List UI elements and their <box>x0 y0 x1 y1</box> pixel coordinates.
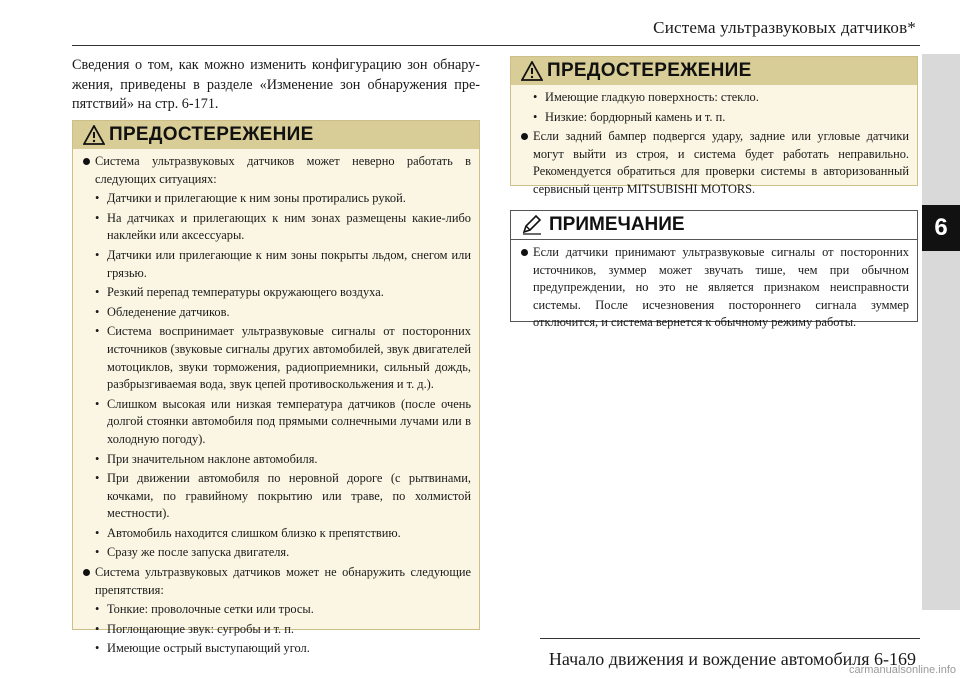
header-rule <box>72 45 920 46</box>
warning-box-left <box>72 120 480 656</box>
list-item: Система ультразвуковых датчиков может не обнаружить следующие препятствия: <box>81 564 471 599</box>
list-item: • Низкие: бордюрный камень и т. п. <box>519 109 909 127</box>
list-item: • Имеющие гладкую поверхность: стекло. <box>519 89 909 107</box>
list-item: • Поглощающие звук: сугробы и т. п. <box>81 621 471 639</box>
list-item: Если датчики принимают ультразвуковые сигналы от посторонних источников, зуммер может звучать тише, чем при обычном предупреждении, но это не является признаком неисправности системы. После исчезновения постороннего сигнала зуммер отключится, и система вернется к обычному режиму работы. <box>519 244 909 332</box>
side-tab <box>922 54 960 610</box>
warning-body <box>73 149 479 664</box>
warning-body <box>511 85 917 205</box>
chapter-number: 6 <box>922 205 960 251</box>
warning-box-right <box>510 56 918 196</box>
list-item: • При значительном наклоне автомобиля. <box>81 451 471 469</box>
intro-paragraph: Сведения о том, как можно изменить конфигурацию зон обнару-жения, приведены в разделе «Изменение зон обнаружения пре-пятствий» на стр. 6-171. <box>72 57 480 112</box>
warning-triangle-icon <box>83 125 105 145</box>
list-item: • Система воспринимает ультразвуковые сигналы от посторонних источников (звуковые сигналы других автомобилей, звук двигателей мотоциклов, звуки торможения, радиоприемники, сильный дождь, разбрызгиваемая вода, звук цепей противоскольжения и т. д.). <box>81 323 471 393</box>
list-item: • На датчиках и прилегающих к ним зонах размещены какие-либо наклейки или аксессуары. <box>81 210 471 245</box>
footer-title: Начало движения и вождение автомобиля 6-169 <box>548 649 916 669</box>
warning-header <box>511 57 917 85</box>
note-body <box>511 240 917 338</box>
list-item: Если задний бампер подвергся удару, задние или угловые датчики могут выйти из строя, и система будет работать неправильно. Рекомендуется обратиться для проверки системы в авторизованный сервисный центр MITSUBISHI MOTORS. <box>519 128 909 198</box>
list-item: • Автомобиль находится слишком близко к препятствию. <box>81 525 471 543</box>
header-title: Система ультразвуковых датчиков* <box>653 18 916 37</box>
list-item: • Датчики или прилегающие к ним зоны покрыты льдом, снегом или грязью. <box>81 247 471 282</box>
warning-heading: ПРЕДОСТЕРЕЖЕНИЕ <box>547 60 752 81</box>
list-item: Система ультразвуковых датчиков может неверно работать в следующих ситуациях: <box>81 153 471 188</box>
list-item: • Датчики и прилегающие к ним зоны протирались рукой. <box>81 190 471 208</box>
list-item: • Имеющие острый выступающий угол. <box>81 640 471 658</box>
warning-heading: ПРЕДОСТЕРЕЖЕНИЕ <box>109 124 314 145</box>
warning-header <box>73 121 479 149</box>
list-item: • Тонкие: проволочные сетки или тросы. <box>81 601 471 619</box>
note-box <box>510 210 918 330</box>
pencil-icon <box>521 215 543 235</box>
list-item: • Обледенение датчиков. <box>81 304 471 322</box>
list-item: • При движении автомобиля по неровной дороге (с рытвинами, кочками, по гравийному покрытию или траве, по холмистой местности). <box>81 470 471 523</box>
warning-triangle-icon <box>521 61 543 81</box>
list-item: • Резкий перепад температуры окружающего воздуха. <box>81 284 471 302</box>
list-item: • Сразу же после запуска двигателя. <box>81 544 471 562</box>
note-header <box>511 211 917 240</box>
note-heading: ПРИМЕЧАНИЕ <box>549 214 685 235</box>
footer-rule <box>540 638 920 639</box>
watermark: carmanualsonline.info <box>848 664 956 676</box>
list-item: • Слишком высокая или низкая температура датчиков (после очень долгой стоянки автомобиля под прямыми солнечными лучами или в холодную погоду). <box>81 396 471 449</box>
